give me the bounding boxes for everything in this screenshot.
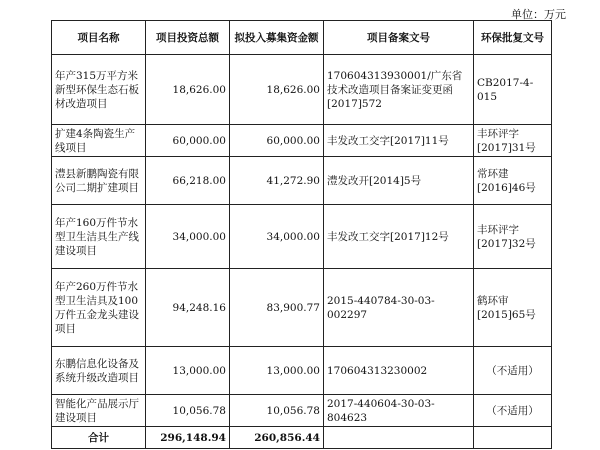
header-investment-total: 项目投资总额 [146,21,230,55]
project-name: 年产260万件节水型卫生洁具及100万件五金龙头建设项目 [52,269,146,347]
total-raised-funds: 260,856.44 [230,427,324,449]
raised-funds: 13,000.00 [230,347,324,395]
investment-total: 13,000.00 [146,347,230,395]
fund-usage-table [51,20,552,449]
header-project-name: 项目名称 [52,21,146,55]
raised-funds: 41,272.90 [230,157,324,205]
total-investment: 296,148.94 [146,427,230,449]
table-row [52,157,552,205]
env-approval: （不适用） [474,347,552,395]
total-row [52,427,552,449]
total-filing-empty [324,427,474,449]
env-approval: 鹤环审[2015]65号 [474,269,552,347]
total-env-empty [474,427,552,449]
project-name: 年产315万平方米新型环保生态石板材改造项目 [52,55,146,125]
table-row [52,205,552,269]
investment-total: 10,056.78 [146,395,230,427]
filing-number: 丰发改工交字[2017]12号 [324,205,474,269]
filing-number: 丰发改工交字[2017]11号 [324,125,474,157]
raised-funds: 18,626.00 [230,55,324,125]
header-filing-number: 项目备案文号 [324,21,474,55]
investment-total: 94,248.16 [146,269,230,347]
investment-total: 34,000.00 [146,205,230,269]
investment-total: 66,218.00 [146,157,230,205]
raised-funds: 34,000.00 [230,205,324,269]
filing-number: 2015-440784-30-03-002297 [324,269,474,347]
table-row [52,125,552,157]
investment-total: 18,626.00 [146,55,230,125]
table-row [52,347,552,395]
env-approval: 常环建[2016]46号 [474,157,552,205]
header-raised-funds: 拟投入募集资金额 [230,21,324,55]
header-env-approval: 环保批复文号 [474,21,552,55]
raised-funds: 83,900.77 [230,269,324,347]
env-approval: （不适用） [474,395,552,427]
raised-funds: 10,056.78 [230,395,324,427]
filing-number: 170604313230002 [324,347,474,395]
unit-label: 单位：万元 [511,8,566,21]
project-name: 年产160万件节水型卫生洁具生产线建设项目 [52,205,146,269]
project-name: 东鹏信息化设备及系统升级改造项目 [52,347,146,395]
env-approval: CB2017-4-015 [474,55,552,125]
table-row [52,55,552,125]
project-name: 扩建4条陶瓷生产线项目 [52,125,146,157]
table-row [52,269,552,347]
table-row [52,395,552,427]
table-header-row [52,21,552,55]
filing-number: 澧发改开[2014]5号 [324,157,474,205]
filing-number: 2017-440604-30-03-804623 [324,395,474,427]
project-name: 智能化产品展示厅建设项目 [52,395,146,427]
env-approval: 丰环评字[2017]32号 [474,205,552,269]
investment-total: 60,000.00 [146,125,230,157]
env-approval: 丰环评字[2017]31号 [474,125,552,157]
filing-number: 170604313930001/广东省技术改造项目备案证变更函[2017]572 [324,55,474,125]
total-label: 合计 [52,427,146,449]
project-name: 澧县新鹏陶瓷有限公司二期扩建项目 [52,157,146,205]
raised-funds: 60,000.00 [230,125,324,157]
